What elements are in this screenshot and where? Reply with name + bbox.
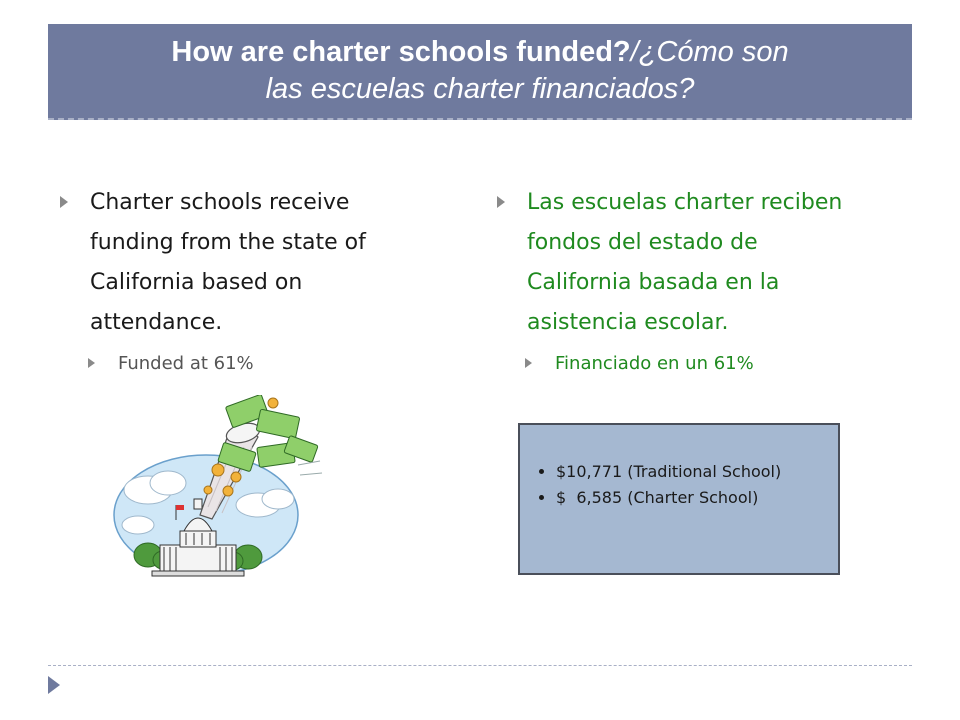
funding-item-traditional: • $10,771 (Traditional School) <box>556 459 838 485</box>
left-main-line-2: funding from the state of <box>90 230 366 255</box>
left-main-line-1: Charter schools receive <box>90 190 350 215</box>
money-funnel-capitol-clipart <box>108 395 328 580</box>
left-main-line-4: attendance. <box>90 310 223 335</box>
right-sub-text: Financiado en un 61% <box>555 353 754 374</box>
right-sub-bullet <box>525 352 855 376</box>
slide-title-separator: / <box>630 36 639 68</box>
right-main-line-3: California basada en la <box>527 270 780 295</box>
right-main-line-4: asistencia escolar. <box>527 310 729 335</box>
funding-item-charter: • $ 6,585 (Charter School) <box>556 485 838 511</box>
slide-title-line1 <box>171 34 788 71</box>
right-main-text <box>497 183 917 343</box>
triangle-bullet-icon <box>497 196 505 208</box>
left-main-bullet <box>60 183 450 343</box>
slide-title-bar <box>48 24 912 120</box>
slide-title-spanish-part1: ¿Cómo son <box>638 36 789 68</box>
slide-title-english: How are charter schools funded? <box>171 36 631 68</box>
footer-divider <box>48 665 912 666</box>
left-main-text <box>60 183 450 343</box>
funding-comparison-box <box>518 423 840 575</box>
triangle-footer-icon <box>48 676 60 694</box>
left-main-line-3: California based on <box>90 270 303 295</box>
left-sub-text: Funded at 61% <box>118 353 254 374</box>
triangle-bullet-icon <box>60 196 68 208</box>
funding-list <box>520 459 838 511</box>
slide-title-spanish-part2: las escuelas charter financiados? <box>265 73 695 105</box>
right-main-bullet <box>497 183 917 343</box>
right-main-line-1: Las escuelas charter reciben <box>527 190 843 215</box>
triangle-bullet-icon <box>525 358 532 368</box>
triangle-bullet-icon <box>88 358 95 368</box>
right-main-line-2: fondos del estado de <box>527 230 758 255</box>
left-sub-bullet <box>88 352 418 376</box>
